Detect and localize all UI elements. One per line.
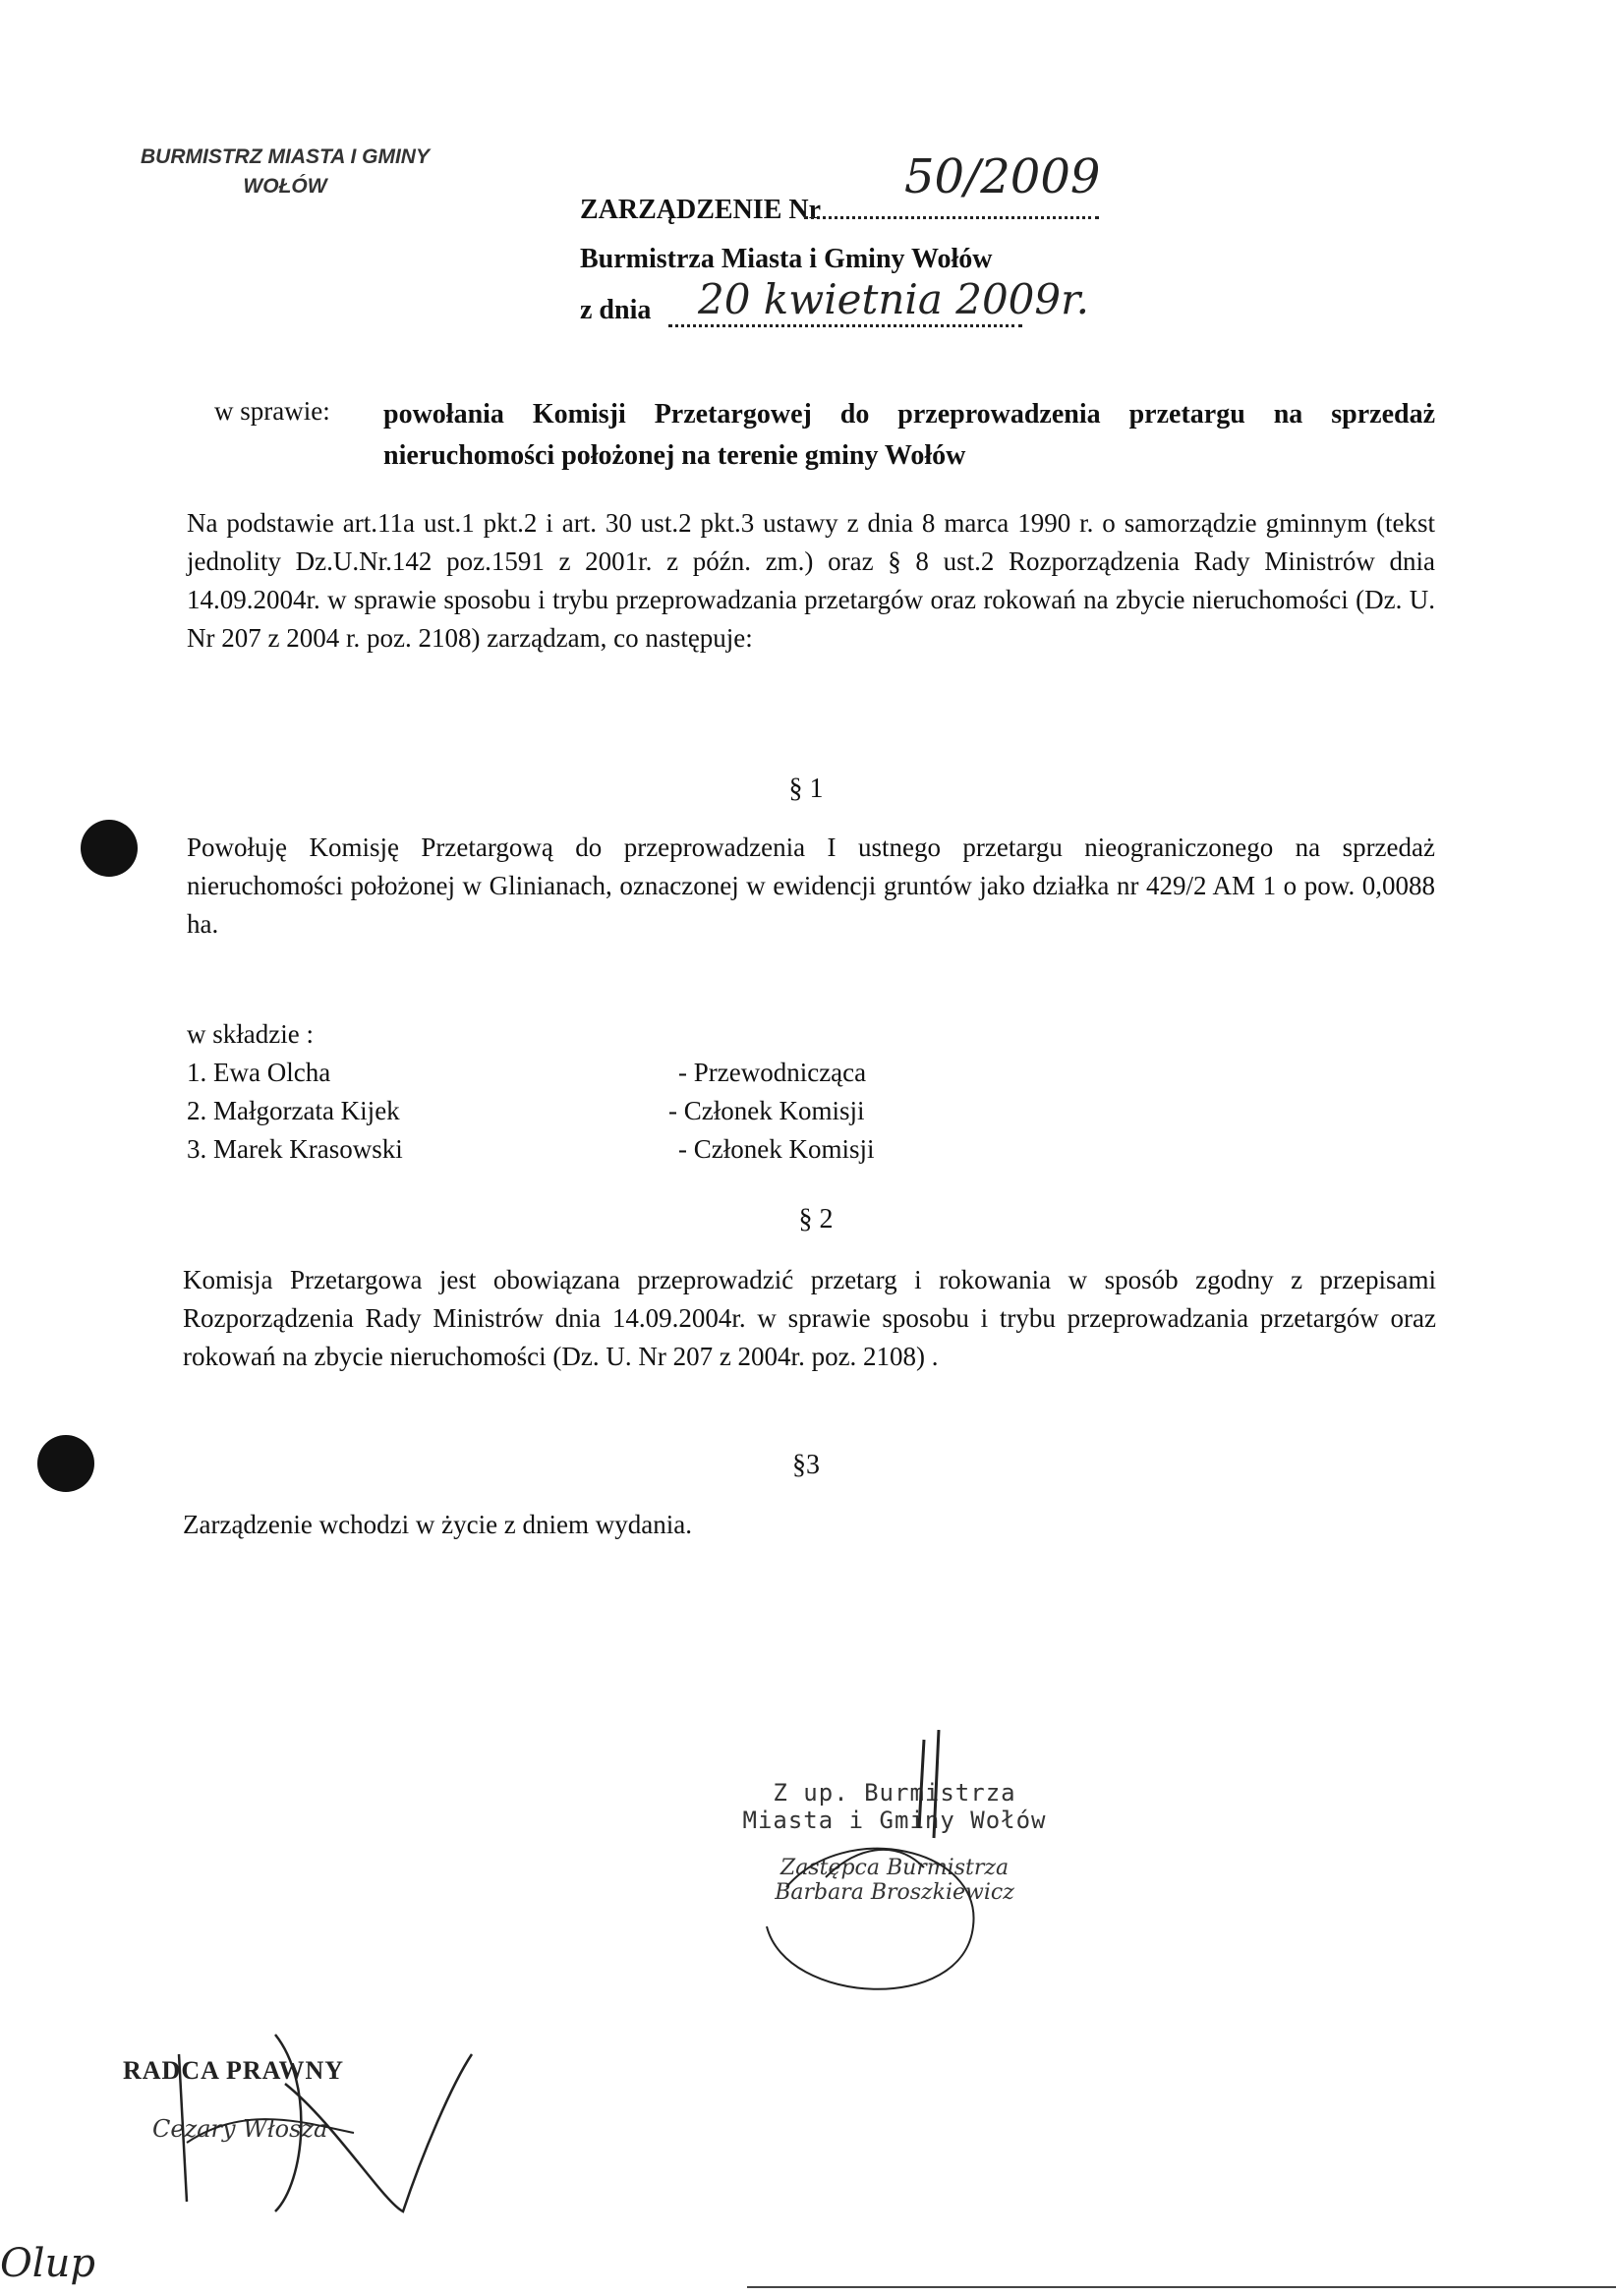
document-date: 20 kwietnia 2009r.: [698, 275, 1089, 323]
authority-line-1: BURMISTRZ MIASTA I GMINY: [141, 145, 430, 168]
legal-stamp-title: RADCA PRAWNY: [123, 2056, 345, 2085]
preamble-paragraph: Na podstawie art.11a ust.1 pkt.2 i art. 30 ust.2 pkt.3 ustawy z dnia 8 marca 1990 r. o samorządzie gminnym (tekst jednolity Dz.U.Nr.142 poz.1591 z 2001r. z późn. zm.) oraz § 8 ust.2 Rozporządzenia Rady Ministrów dnia 14.09.2004r. w sprawie sposobu i trybu przeprowadzania przetargów oraz rokowań na zbycie nieruchomości (Dz. U. Nr 207 z 2004 r. poz. 2108) zarządzam, co następuje:: [187, 508, 1435, 653]
committee-member-role: - Przewodnicząca: [678, 1058, 867, 1087]
stamp-line-2: Miasta i Gminy Wołów: [742, 1807, 1047, 1834]
punch-hole-top: [81, 820, 138, 877]
section-2-heading: § 2: [798, 1204, 834, 1234]
issuing-authority: [93, 145, 477, 199]
committee-member-name: 1. Ewa Olcha: [187, 1058, 331, 1087]
committee-member-role: - Członek Komisji: [668, 1096, 865, 1125]
authority-line-2: WOŁÓW: [243, 175, 327, 198]
margin-handwritten-note: Olup: [0, 2241, 95, 2286]
section-1-text: Powołuję Komisję Przetargową do przeprowadzenia I ustnego przetargu nieograniczonego na sprzedaż nieruchomości położonej w Glinianach, oznaczonej w ewidencji gruntów jako działka nr 429/2 AM 1 o pow. 0,0088 ha.: [187, 832, 1435, 939]
issuer-line: Burmistrza Miasta i Gminy Wołów: [580, 244, 993, 274]
mayor-handwritten-signature: [727, 1730, 1062, 2015]
section-2-text: Komisja Przetargowa jest obowiązana przeprowadzić przetarg i rokowania w sposób zgodny z przepisami Rozporządzenia Rady Ministrów dnia 14.09.2004r. w sprawie sposobu i trybu przeprowadzania przetargów oraz rokowań na zbycie nieruchomości (Dz. U. Nr 207 z 2004r. poz. 2108) .: [183, 1265, 1436, 1371]
stamp-line-1: Z up. Burmistrza: [773, 1779, 1016, 1807]
title-label: ZARZĄDZENIE Nr: [580, 195, 822, 225]
committee-member-name: 3. Marek Krasowski: [187, 1134, 403, 1164]
legal-handwritten-signature: [157, 2025, 482, 2221]
number-dotted-line: [804, 216, 1099, 219]
punch-hole-bottom: [37, 1435, 94, 1492]
document-number: 50/2009: [904, 149, 1101, 204]
committee-member-name: 2. Małgorzata Kijek: [187, 1096, 400, 1125]
scan-edge-line: [747, 2286, 1616, 2288]
committee-member-role: - Członek Komisji: [678, 1134, 875, 1164]
date-label: z dnia: [580, 295, 652, 325]
committee-intro: w składzie :: [187, 1019, 314, 1049]
subject-text: powołania Komisji Przetargowej do przeprowadzenia przetargu na sprzedaż nieruchomości położonej na terenie gminy Wołów: [383, 399, 1435, 471]
stamp-line-4: Barbara Broszkiewicz: [775, 1880, 1014, 1905]
section-1-heading: § 1: [788, 774, 824, 804]
legal-stamp-name: Cezary Włosza: [152, 2115, 328, 2143]
date-dotted-line: [668, 324, 1022, 327]
section-3-text: Zarządzenie wchodzi w życie z dniem wydania.: [183, 1510, 692, 1539]
stamp-line-3: Zastępca Burmistrza: [779, 1856, 1010, 1880]
subject-label: w sprawie:: [214, 396, 330, 426]
section-3-heading: §3: [792, 1450, 820, 1480]
document-title: [580, 195, 821, 226]
